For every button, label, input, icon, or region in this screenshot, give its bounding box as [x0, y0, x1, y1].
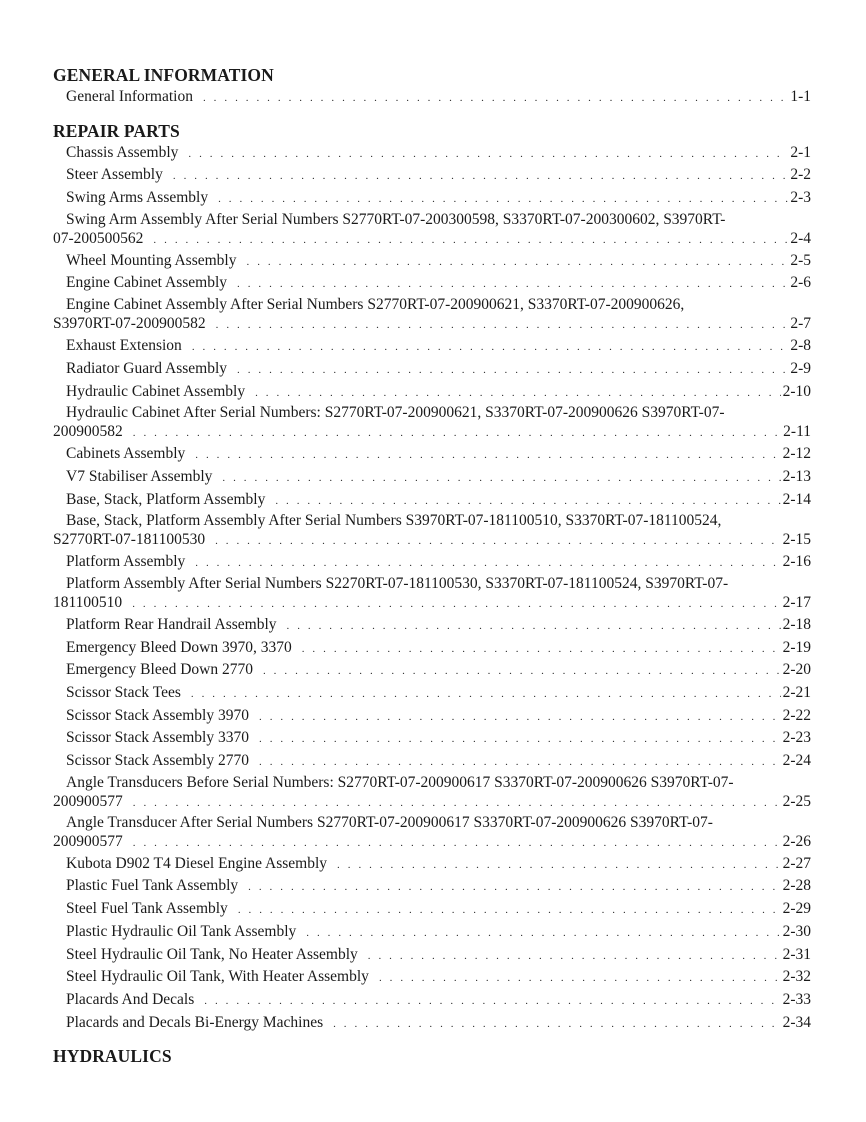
page-number: 2-29 [782, 900, 811, 918]
dot-leader [259, 706, 781, 729]
entry-title: Placards And Decals [66, 990, 195, 1008]
entry-title-line1: Angle Transducers Before Serial Numbers: S2770RT-07-200900617 S3370RT-07-200900626 S3970RT-07- [66, 773, 734, 791]
dot-leader [195, 552, 780, 575]
dot-leader [215, 532, 781, 551]
toc-entry[interactable] [53, 1012, 811, 1035]
entry-title: Swing Arms Assembly [66, 189, 209, 207]
dot-leader [192, 336, 789, 359]
page-number: 2-31 [782, 945, 811, 963]
dot-leader [188, 143, 788, 166]
toc-entry[interactable] [53, 142, 811, 165]
page-number: 2-8 [790, 337, 811, 355]
toc-entry[interactable] [53, 164, 811, 187]
dot-leader [368, 945, 781, 968]
dot-leader [247, 251, 789, 274]
page-number: 2-23 [782, 729, 811, 747]
entry-title: Platform Assembly [66, 553, 186, 571]
entry-title: General Information [66, 88, 193, 105]
dot-leader [153, 231, 788, 250]
toc-entry[interactable] [53, 637, 811, 660]
page-number: 2-15 [782, 531, 811, 549]
page-number: 2-24 [782, 752, 811, 770]
toc-entry[interactable] [53, 86, 811, 109]
entry-title: Emergency Bleed Down 3970, 3370 [66, 638, 292, 656]
entry-title: Steer Assembly [66, 166, 163, 184]
entry-title-line2: 181100510 [53, 593, 123, 611]
entry-title-line2: 200900582 [53, 423, 123, 441]
table-of-contents [53, 64, 811, 1067]
page-number: 2-1 [790, 143, 811, 161]
entry-title: Steel Hydraulic Oil Tank, No Heater Assembly [66, 945, 358, 963]
dot-leader [259, 751, 781, 774]
page-number: 2-17 [782, 593, 811, 611]
page-number: 2-10 [782, 382, 811, 400]
dot-leader [133, 424, 781, 443]
toc-entry[interactable] [53, 295, 811, 335]
toc-entry[interactable] [53, 511, 811, 551]
entry-title: Wheel Mounting Assembly [66, 251, 237, 269]
page-number: 2-7 [790, 315, 811, 333]
entry-title: Plastic Fuel Tank Assembly [66, 877, 239, 895]
entry-title-line1: Swing Arm Assembly After Serial Numbers S2770RT-07-200300598, S3370RT-07-200300602, S3970RT- [66, 210, 726, 228]
dot-leader [133, 794, 781, 813]
entry-title: Plastic Hydraulic Oil Tank Assembly [66, 922, 297, 940]
dot-leader [238, 899, 781, 922]
page-number: 2-14 [782, 490, 811, 508]
dot-leader [195, 444, 780, 467]
toc-entry[interactable] [53, 813, 811, 853]
entry-title: Emergency Bleed Down 2770 [66, 661, 253, 679]
toc-entry[interactable] [53, 489, 811, 512]
entry-title-line1: Hydraulic Cabinet After Serial Numbers: S2770RT-07-200900621, S3370RT-07-200900626 S3970RT-07- [66, 404, 725, 422]
page-number: 2-26 [782, 832, 811, 850]
toc-entry[interactable] [53, 381, 811, 404]
page-number: 2-34 [782, 1013, 811, 1031]
toc-entry[interactable] [53, 403, 811, 443]
section-heading: REPAIR PARTS [53, 120, 180, 141]
page-number: 2-4 [790, 229, 811, 247]
page-number: 2-30 [782, 922, 811, 940]
dot-leader [333, 1013, 780, 1036]
section-heading: HYDRAULICS [53, 1046, 172, 1067]
page-number: 2-20 [782, 661, 811, 679]
page-number: 2-11 [783, 423, 811, 441]
entry-title-line2-row [53, 229, 811, 249]
toc-entry[interactable] [53, 272, 811, 295]
toc-entry[interactable] [53, 944, 811, 967]
dot-leader [132, 595, 780, 614]
entry-title: Scissor Stack Assembly 3970 [66, 706, 249, 724]
toc-entry[interactable] [53, 210, 811, 250]
entry-title-line1: Angle Transducer After Serial Numbers S2770RT-07-200900617 S3370RT-07-200900626 S3970RT-07- [66, 813, 713, 831]
dot-leader [216, 316, 789, 335]
page-number: 2-12 [782, 445, 811, 463]
entry-title: Scissor Stack Assembly 2770 [66, 752, 249, 770]
toc-entry[interactable] [53, 989, 811, 1012]
toc-entry[interactable] [53, 358, 811, 381]
entry-title: Steel Fuel Tank Assembly [66, 900, 228, 918]
dot-leader [204, 990, 780, 1013]
page-number: 2-32 [782, 968, 811, 986]
page-number: 2-19 [782, 638, 811, 656]
dot-leader [237, 273, 788, 296]
entry-title-line2-row [53, 832, 811, 852]
toc-entry[interactable] [53, 705, 811, 728]
toc-entry[interactable] [53, 773, 811, 813]
entry-title: Engine Cabinet Assembly [66, 274, 228, 292]
dot-leader [173, 165, 788, 188]
toc-entry[interactable] [53, 250, 811, 273]
entry-title: Radiator Guard Assembly [66, 359, 228, 377]
entry-title-line2: 200900577 [53, 792, 123, 810]
page-number: 2-33 [782, 990, 811, 1008]
dot-leader [255, 382, 780, 405]
dot-leader [259, 728, 781, 751]
entry-title-line2: S3970RT-07-200900582 [53, 315, 206, 333]
toc-entry[interactable] [53, 659, 811, 682]
entry-title: Exhaust Extension [66, 337, 182, 355]
toc-entry[interactable] [53, 614, 811, 637]
dot-leader [287, 615, 781, 638]
page-number: 2-9 [790, 359, 811, 377]
toc-entry[interactable] [53, 443, 811, 466]
dot-leader [275, 490, 780, 513]
toc-entry[interactable] [53, 727, 811, 750]
dot-leader [306, 922, 780, 945]
dot-leader [203, 87, 788, 110]
entry-title-line1: Base, Stack, Platform Assembly After Serial Numbers S3970RT-07-181100510, S3370RT-07-181100524, [66, 512, 722, 530]
dot-leader [302, 638, 781, 661]
page-number: 2-16 [782, 553, 811, 571]
toc-section [53, 64, 811, 109]
page-number: 2-18 [782, 615, 811, 633]
page-number: 2-28 [782, 877, 811, 895]
entry-title-line2-row [53, 422, 811, 442]
page-number: 2-13 [782, 467, 811, 485]
dot-leader [263, 660, 781, 683]
entry-title-line2-row [53, 593, 811, 613]
dot-leader [191, 683, 781, 706]
entry-title: Steel Hydraulic Oil Tank, With Heater Assembly [66, 968, 369, 986]
toc-entry[interactable] [53, 187, 811, 210]
entry-title: Placards and Decals Bi-Energy Machines [66, 1013, 324, 1031]
dot-leader [237, 359, 788, 382]
entry-title-line1: Engine Cabinet Assembly After Serial Numbers S2770RT-07-200900621, S3370RT-07-200900626, [66, 296, 685, 314]
page-number: 2-21 [782, 684, 811, 701]
dot-leader [222, 467, 780, 490]
toc-entry[interactable] [53, 335, 811, 358]
page-number: 2-2 [790, 166, 811, 184]
toc-entry[interactable] [53, 466, 811, 489]
section-heading: GENERAL INFORMATION [53, 65, 274, 85]
entry-title: Kubota D902 T4 Diesel Engine Assembly [66, 854, 328, 872]
dot-leader [248, 876, 780, 899]
dot-leader [218, 188, 788, 211]
toc-entry[interactable] [53, 966, 811, 989]
entry-title: Scissor Stack Tees [66, 684, 181, 701]
page-number: 2-25 [782, 792, 811, 810]
toc-entry[interactable] [53, 921, 811, 944]
entry-title: Scissor Stack Assembly 3370 [66, 729, 249, 747]
toc-entry[interactable] [53, 551, 811, 574]
entry-title: V7 Stabiliser Assembly [66, 467, 213, 485]
entry-title: Base, Stack, Platform Assembly [66, 490, 266, 508]
page-number: 2-6 [790, 274, 811, 292]
entry-title-line2: 200900577 [53, 832, 123, 850]
entry-title: Hydraulic Cabinet Assembly [66, 382, 246, 400]
dot-leader [337, 854, 781, 877]
entry-title-line2-row [53, 530, 811, 550]
entry-title-line2: S2770RT-07-181100530 [53, 531, 206, 549]
page-number: 2-27 [782, 854, 811, 872]
page-number: 2-5 [790, 251, 811, 269]
toc-entry[interactable] [53, 853, 811, 876]
page-number: 2-3 [790, 189, 811, 207]
entry-title-line1: Platform Assembly After Serial Numbers S2270RT-07-181100530, S3370RT-07-181100524, S3970RT-07- [66, 574, 729, 592]
entry-title: Cabinets Assembly [66, 445, 186, 463]
page-number: 2-22 [782, 706, 811, 724]
toc-entry[interactable] [53, 875, 811, 898]
toc-section [53, 1045, 811, 1067]
dot-leader [379, 967, 781, 990]
entry-title: Platform Rear Handrail Assembly [66, 615, 277, 633]
page-number: 1-1 [790, 88, 811, 105]
toc-entry[interactable] [53, 682, 811, 705]
entry-title-line2-row [53, 314, 811, 334]
toc-section [53, 120, 811, 1035]
dot-leader [133, 834, 781, 853]
entry-title-line2-row [53, 792, 811, 812]
entry-title-line2: 07-200500562 [53, 229, 144, 247]
toc-entry[interactable] [53, 574, 811, 614]
toc-entry[interactable] [53, 750, 811, 773]
toc-entry[interactable] [53, 898, 811, 921]
entry-title: Chassis Assembly [66, 143, 179, 161]
